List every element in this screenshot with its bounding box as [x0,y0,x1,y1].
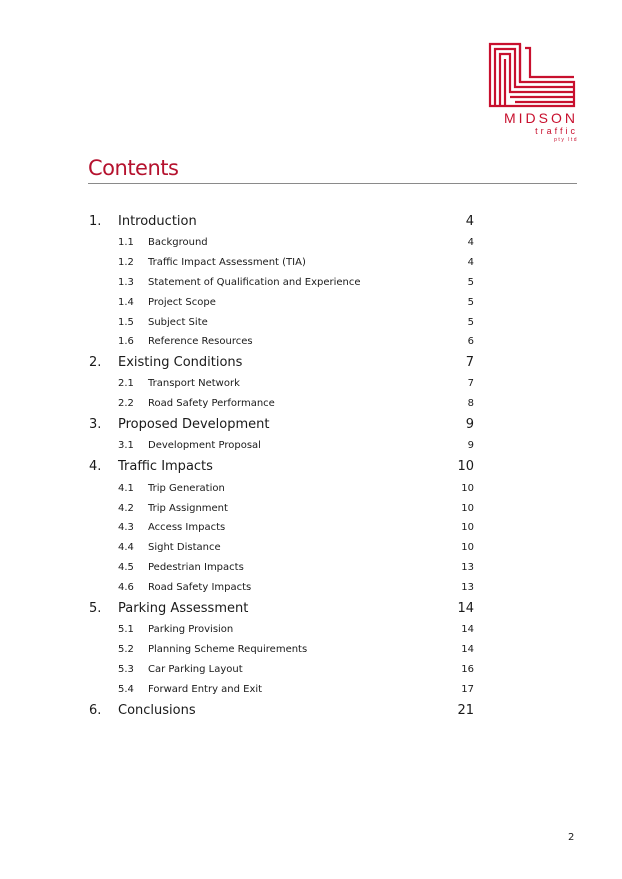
toc-page-number: 7 [467,378,474,389]
toc-label: Planning Scheme Requirements [148,644,308,655]
toc-number: 1. [89,214,102,229]
toc-page-number: 10 [457,459,474,474]
page-title: Contents [88,156,179,180]
logo-subtitle: traffic [535,126,578,136]
toc-page-number: 13 [461,562,474,573]
toc-number: 1.2 [118,257,134,268]
toc-page-number: 4 [465,214,474,229]
toc-page-number: 4 [467,237,474,248]
toc-label: Subject Site [148,317,208,328]
toc-number: 5.4 [118,684,134,695]
toc-label: Road Safety Performance [148,398,275,409]
toc-label: Road Safety Impacts [148,582,252,593]
toc-page-number: 14 [457,601,474,616]
toc-page-number: 13 [461,582,474,593]
toc-page-number: 10 [461,542,474,553]
toc-number: 5.3 [118,664,134,675]
toc-label: Parking Assessment [118,601,249,616]
toc-number: 2.2 [118,398,134,409]
page-number: 2 [568,832,575,843]
toc-number: 5.2 [118,644,134,655]
toc-number: 4.1 [118,483,134,494]
toc-page-number: 4 [467,257,474,268]
toc-number: 5.1 [118,624,134,635]
toc-label: Statement of Qualification and Experience [148,277,361,288]
toc-page-number: 17 [461,684,474,695]
toc-number: 1.6 [118,336,134,347]
toc-number: 4.5 [118,562,134,573]
toc-label: Trip Assignment [148,503,228,514]
toc-number: 5. [89,601,102,616]
toc-label: Traffic Impacts [118,459,213,474]
toc-number: 1.5 [118,317,134,328]
toc-label: Transport Network [148,378,240,389]
toc-label: Pedestrian Impacts [148,562,244,573]
toc-page-number: 10 [461,483,474,494]
toc-number: 4.4 [118,542,134,553]
toc-label: Traffic Impact Assessment (TIA) [148,257,306,268]
toc-label: Existing Conditions [118,355,243,370]
logo-ltd: pty ltd [554,137,578,143]
toc-page-number: 10 [461,503,474,514]
toc-label: Introduction [118,214,197,229]
toc-number: 4.2 [118,503,134,514]
toc-label: Development Proposal [148,440,261,451]
toc-number: 1.1 [118,237,134,248]
toc-page-number: 9 [465,417,474,432]
toc-page-number: 16 [461,664,474,675]
toc-number: 4.3 [118,522,134,533]
toc-label: Parking Provision [148,624,234,635]
toc-number: 4.6 [118,582,134,593]
toc-page-number: 14 [461,624,474,635]
toc-number: 2. [89,355,102,370]
toc-label: Reference Resources [148,336,253,347]
toc-number: 4. [89,459,102,474]
toc-page-number: 7 [465,355,474,370]
toc-page-number: 21 [457,703,474,718]
toc-page-number: 14 [461,644,474,655]
toc-label: Access Impacts [148,522,226,533]
toc-number: 1.3 [118,277,134,288]
toc-number: 3. [89,417,102,432]
toc-number: 3.1 [118,440,134,451]
toc-page-number: 10 [461,522,474,533]
toc-label: Sight Distance [148,542,221,553]
toc-page-number: 5 [467,297,474,308]
toc-page-number: 5 [467,277,474,288]
toc-label: Forward Entry and Exit [148,684,263,695]
logo-name: MIDSON [504,110,578,126]
toc-number: 6. [89,703,102,718]
toc-label: Proposed Development [118,417,270,432]
toc-number: 1.4 [118,297,134,308]
toc-page-number: 9 [467,440,474,451]
toc-label: Car Parking Layout [148,664,243,675]
toc-label: Project Scope [148,297,216,308]
toc-label: Background [148,237,208,248]
toc-page-number: 8 [467,398,474,409]
toc-page-number: 5 [467,317,474,328]
toc-page-number: 6 [467,336,474,347]
toc-label: Conclusions [118,703,196,718]
toc-label: Trip Generation [148,483,225,494]
toc-number: 2.1 [118,378,134,389]
